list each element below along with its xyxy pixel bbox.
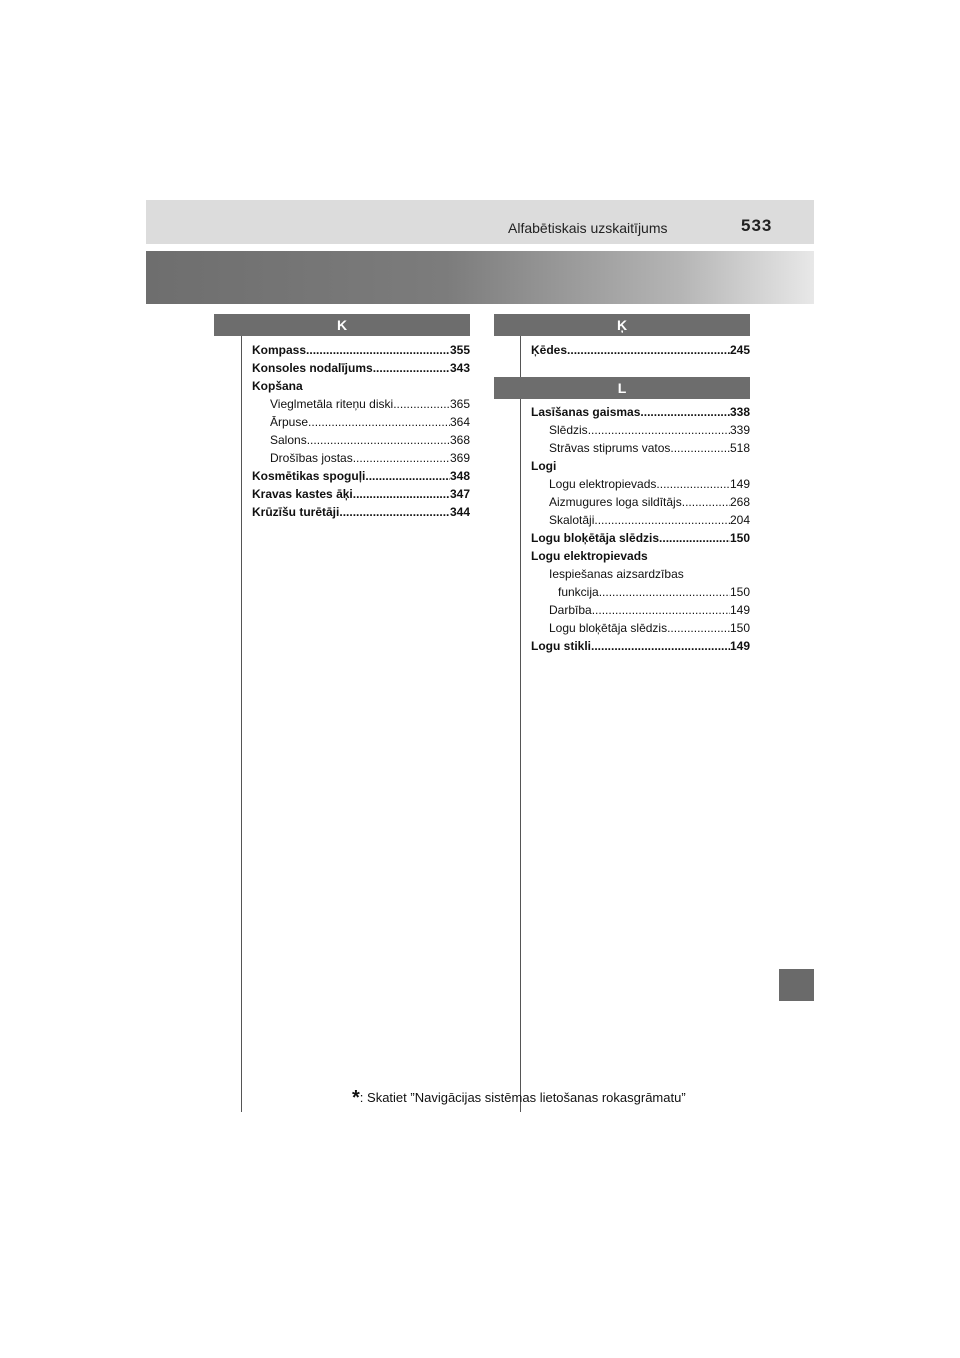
index-entry-page: 204 <box>729 513 750 527</box>
index-entry-page: 149 <box>729 477 750 491</box>
index-entry-page: 150 <box>729 531 750 545</box>
index-entry <box>531 637 750 655</box>
index-entry <box>531 403 750 421</box>
dot-leader <box>599 583 730 601</box>
index-entry-page: 344 <box>449 505 470 519</box>
column-divider-left <box>241 336 242 1112</box>
index-entry <box>531 565 750 583</box>
index-entry-text: Skalotāji <box>549 513 595 527</box>
index-entry-text: Konsoles nodalījums <box>252 361 373 375</box>
index-entry <box>252 485 470 503</box>
index-entry-page: 338 <box>729 405 750 419</box>
dot-leader <box>588 421 730 439</box>
dot-leader <box>567 341 730 359</box>
dot-leader <box>353 485 450 503</box>
dot-leader <box>594 511 730 529</box>
dot-leader <box>656 475 730 493</box>
index-entry <box>531 583 750 601</box>
index-entry-text: Kravas kastes āķi <box>252 487 353 501</box>
index-entry-text: Logu stikli <box>531 639 591 653</box>
index-entry-page: 368 <box>449 433 470 447</box>
dot-leader <box>365 467 450 485</box>
index-entry-text: Slēdzis <box>549 423 588 437</box>
index-entry-text: Aizmugures loga sildītājs <box>549 495 682 509</box>
index-entry <box>531 547 750 565</box>
index-entry-text: Iespiešanas aizsardzības <box>549 567 684 581</box>
index-entry-text: Strāvas stiprums vatos <box>549 441 671 455</box>
index-entry <box>531 439 750 457</box>
index-entry <box>531 601 750 619</box>
index-entry <box>531 529 750 547</box>
index-entry <box>252 359 470 377</box>
section-header-l: L <box>494 377 750 399</box>
index-entry-page: 149 <box>729 639 750 653</box>
chapter-tab <box>779 969 814 1001</box>
index-list-l <box>531 403 750 655</box>
dot-leader <box>592 601 730 619</box>
index-entry <box>252 431 470 449</box>
index-list-k <box>252 341 470 521</box>
dot-leader <box>659 529 730 547</box>
page-title: Alfabētiskais uzskaitījums <box>508 220 668 236</box>
index-entry-page: 343 <box>449 361 470 375</box>
index-list-k-cedilla <box>531 341 750 359</box>
section-header-k-cedilla: Ķ <box>494 314 750 336</box>
dot-leader <box>307 431 450 449</box>
index-entry <box>252 449 470 467</box>
decorative-band <box>146 251 814 304</box>
index-entry-text: Logu elektropievads <box>531 549 648 563</box>
index-entry-text: funkcija <box>558 585 599 599</box>
index-entry-text: Logu elektropievads <box>549 477 657 491</box>
column-divider-middle <box>520 336 521 1112</box>
index-entry-text: Kosmētikas spoguļi <box>252 469 366 483</box>
index-entry-text: Kompass <box>252 343 307 357</box>
index-entry <box>252 503 470 521</box>
dot-leader <box>670 439 730 457</box>
index-entry-text: Logu bloķētāja slēdzis <box>531 531 660 545</box>
index-entry-text: Ārpuse <box>270 415 309 429</box>
index-entry-text: Kopšana <box>252 379 303 393</box>
page-number: 533 <box>741 216 773 235</box>
index-entry-page: 339 <box>729 423 750 437</box>
dot-leader <box>339 503 450 521</box>
index-entry <box>252 467 470 485</box>
footnote-text: : Skatiet ”Navigācijas sistēmas lietošanas rokasgrāmatu” <box>359 1090 686 1105</box>
index-entry <box>252 377 470 395</box>
index-entry-page: 245 <box>729 343 750 357</box>
dot-leader <box>306 341 450 359</box>
dot-leader <box>393 395 450 413</box>
footnote <box>352 1087 686 1110</box>
index-entry-page: 268 <box>729 495 750 509</box>
index-entry-page: 348 <box>449 469 470 483</box>
index-entry-text: Lasīšanas gaismas <box>531 405 641 419</box>
dot-leader <box>353 449 450 467</box>
header-bar <box>146 200 814 244</box>
index-entry-text: Salons <box>270 433 307 447</box>
index-entry-page: 355 <box>449 343 470 357</box>
dot-leader <box>667 619 730 637</box>
index-entry <box>252 395 470 413</box>
index-entry-page: 365 <box>449 397 470 411</box>
dot-leader <box>373 359 450 377</box>
index-entry-text: Logi <box>531 459 557 473</box>
index-entry <box>531 421 750 439</box>
footnote-marker: * <box>352 1087 360 1109</box>
dot-leader <box>682 493 730 511</box>
index-entry-page: 369 <box>449 451 470 465</box>
index-entry <box>531 493 750 511</box>
index-entry-text: Drošības jostas <box>270 451 353 465</box>
dot-leader <box>640 403 730 421</box>
index-entry <box>531 341 750 359</box>
index-entry <box>531 619 750 637</box>
index-entry <box>531 511 750 529</box>
section-header-k: K <box>214 314 470 336</box>
index-entry-page: 364 <box>449 415 470 429</box>
index-entry-page: 149 <box>729 603 750 617</box>
index-entry <box>252 341 470 359</box>
index-entry-page: 518 <box>729 441 750 455</box>
index-entry-text: Vieglmetāla riteņu diski <box>270 397 394 411</box>
index-entry-text: Ķēdes <box>531 343 568 357</box>
index-entry-page: 347 <box>449 487 470 501</box>
index-entry <box>531 457 750 475</box>
index-entry-text: Logu bloķētāja slēdzis <box>549 621 668 635</box>
index-entry <box>252 413 470 431</box>
index-entry <box>531 475 750 493</box>
index-entry-page: 150 <box>729 621 750 635</box>
dot-leader <box>591 637 730 655</box>
index-entry-text: Krūzīšu turētāji <box>252 505 340 519</box>
index-entry-page: 150 <box>729 585 750 599</box>
index-entry-text: Darbība <box>549 603 592 617</box>
dot-leader <box>308 413 450 431</box>
